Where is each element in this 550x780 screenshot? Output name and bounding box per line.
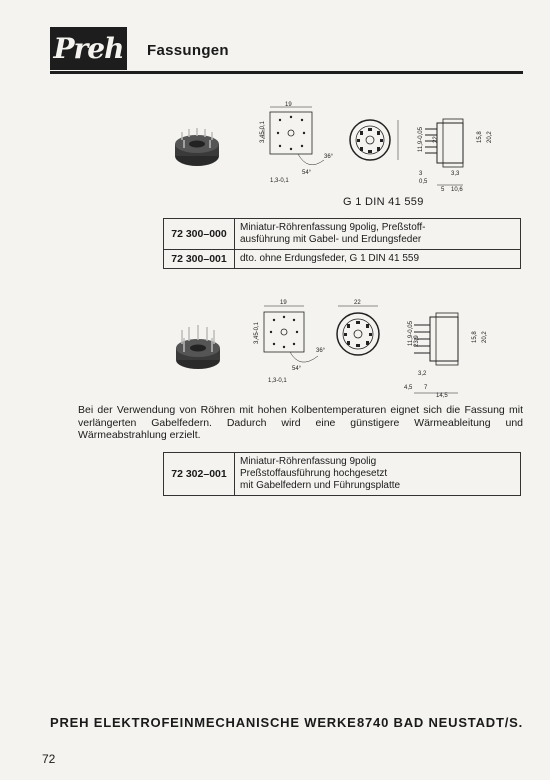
dim-label: 3 <box>419 171 423 177</box>
part-code: 72 302–001 <box>164 453 235 496</box>
socket-photo-1 <box>172 126 222 172</box>
dim-label: 19 <box>280 300 287 306</box>
dim-label: 11,9-0,05 <box>408 321 414 346</box>
drawing-side-view-2 <box>400 305 495 400</box>
dim-label: 15,8 <box>472 331 478 343</box>
dim-label: 54° <box>302 170 312 176</box>
drawing-bottom-view-2 <box>328 298 414 383</box>
table-row <box>164 219 521 250</box>
dim-label: 3,2 <box>418 371 427 377</box>
dim-label: 1,3-0,1 <box>270 178 289 184</box>
header-rule <box>50 71 523 74</box>
spec-label: G 1 DIN 41 559 <box>343 196 424 208</box>
part-description: Miniatur-Röhrenfassung 9polig Preßstoffausführung hochgesetzt mit Gabelfedern und Führungsplatte <box>235 453 521 496</box>
dim-label: 22 <box>433 136 439 143</box>
description-paragraph: Bei der Verwendung von Röhren mit hohen Kolbentemperaturen eignet sich die Fassung mit verlängerten Gabelfedern. Dadurch wird eine günstigere Wärmeableitung und Wärmeabstrahlung erzielt. <box>78 404 523 441</box>
socket-photo-2 <box>172 322 224 374</box>
dim-label: 19 <box>285 102 292 108</box>
dim-label: 5 <box>441 187 445 193</box>
drawing-top-view-2 <box>238 298 333 393</box>
dim-label: 36° <box>324 154 334 160</box>
dim-label: 20,2 <box>487 131 493 143</box>
table-row <box>164 453 521 496</box>
dim-label: 54° <box>292 366 302 372</box>
dim-label: 22 <box>354 300 361 306</box>
part-code: 72 300–001 <box>164 250 235 269</box>
page-title: Fassungen <box>147 42 229 59</box>
dim-label: 14,5 <box>436 393 448 399</box>
dim-label: 36° <box>316 348 326 354</box>
drawing-side-view-1 <box>415 105 495 195</box>
preh-logo: Preh <box>50 27 127 70</box>
parts-table-2 <box>163 452 521 496</box>
footer-company: PREH ELEKTROFEINMECHANISCHE WERKE <box>50 715 357 730</box>
dim-label: 3,45-0,1 <box>254 321 260 344</box>
part-description: Miniatur-Röhrenfassung 9polig, Preßstoff- ausführung mit Gabel- und Erdungsfeder <box>235 219 521 250</box>
page-number: 72 <box>42 752 56 766</box>
dim-label: 11,9-0,05 <box>418 127 424 152</box>
dim-label: 23,9 <box>414 335 420 347</box>
parts-table-1 <box>163 218 521 269</box>
footer-address: 8740 BAD NEUSTADT/S. <box>356 715 523 730</box>
dim-label: 10,6 <box>451 187 463 193</box>
dim-label: 7 <box>424 385 428 391</box>
drawing-bottom-view-1 <box>340 110 424 190</box>
part-description: dto. ohne Erdungsfeder, G 1 DIN 41 559 <box>235 250 521 269</box>
drawing-top-view-1 <box>240 100 340 195</box>
part-code: 72 300–000 <box>164 219 235 250</box>
dim-label: 3,45-0,1 <box>260 120 266 143</box>
dim-label: 1,3-0,1 <box>268 378 287 384</box>
table-row <box>164 250 521 269</box>
dim-label: 3,3 <box>451 171 460 177</box>
footer <box>50 715 523 730</box>
dim-label: 4,5 <box>404 385 413 391</box>
dim-label: 20,2 <box>482 331 488 343</box>
dim-label: 15,8 <box>477 131 483 143</box>
dim-label: 0,5 <box>419 179 428 185</box>
